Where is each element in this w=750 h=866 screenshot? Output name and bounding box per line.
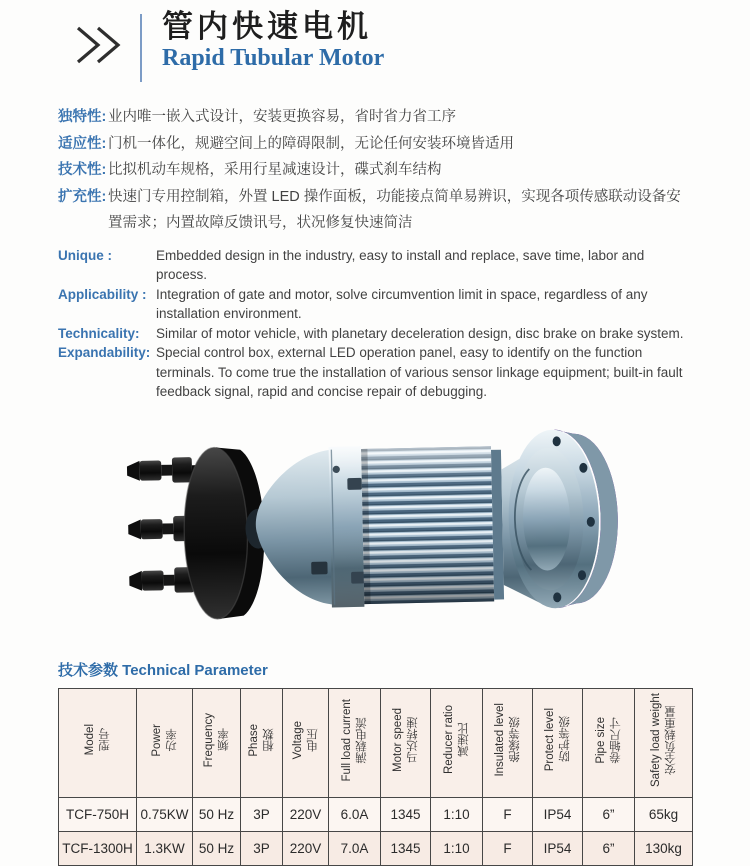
housing-bolt-bottom xyxy=(351,571,366,583)
feature-label: 适应性: xyxy=(58,135,107,152)
col-protect-level xyxy=(533,688,583,797)
col-phase xyxy=(241,688,283,797)
col-label-en: Frequency xyxy=(202,712,215,768)
technical-parameters-section xyxy=(58,659,692,866)
feature-text: Special control box, external LED operation panel, easy to identify on the function terminals. To come true the installation of various sensor linkage equipment; built-in fault feedback signal, rapid and concise repair of debugging. xyxy=(156,345,683,399)
cell-full-load-current: 7.0A xyxy=(329,831,381,865)
cell-safety-load-weight: 65kg xyxy=(635,797,693,831)
col-label-zh: 频率 xyxy=(217,728,230,752)
features-english xyxy=(58,246,692,402)
technical-parameters-title: 技术参数 Technical Parameter xyxy=(58,661,268,679)
cell-power: 0.75KW xyxy=(137,797,193,831)
col-reducer-ratio xyxy=(431,688,483,797)
col-label-en: Safety load weight xyxy=(649,693,662,787)
col-label-en: Phase xyxy=(247,723,260,757)
page-header xyxy=(72,10,692,96)
cell-motor-speed: 1345 xyxy=(381,797,431,831)
title-block xyxy=(162,10,384,71)
col-safety-load-weight xyxy=(635,688,693,797)
col-label-zh: 马达转速 xyxy=(406,717,419,763)
feature-text: 快速门专用控制箱，外置 LED 操作面板，功能接点简单易辨识，实现各项传感联动设备安置需求；内置故障反馈讯号，状况修复快速简洁 xyxy=(108,188,681,231)
cell-power: 1.3KW xyxy=(137,831,193,865)
feature-zh-expandability xyxy=(58,184,692,237)
page-title-en: Rapid Tubular Motor xyxy=(162,45,385,72)
col-label-zh: 相数 xyxy=(262,728,275,752)
col-label-zh: 电压 xyxy=(306,728,319,752)
feature-label: 技术性: xyxy=(58,162,107,178)
cell-safety-load-weight: 130kg xyxy=(635,831,693,865)
col-voltage xyxy=(283,688,329,797)
mounting-flange xyxy=(506,428,619,609)
cell-model: TCF-750H xyxy=(59,797,137,831)
feature-label: 扩充性: xyxy=(58,188,107,205)
feature-zh-applicability xyxy=(58,131,692,158)
col-label-zh: 满载电流 xyxy=(355,717,368,763)
col-label-en: Reducer ratio xyxy=(442,705,455,775)
cell-insulated-level: F xyxy=(483,831,533,865)
cell-protect-level: IP54 xyxy=(533,831,583,865)
cell-phase: 3P xyxy=(241,831,283,865)
feature-label: Unique : xyxy=(58,247,112,263)
feature-text: 比拟机动车规格，采用行星减速设计，碟式刹车结构 xyxy=(108,162,442,178)
col-insulated-level xyxy=(483,688,533,797)
col-label-zh: 功率 xyxy=(165,728,178,752)
col-label-zh: 绝缘等级 xyxy=(508,717,521,763)
col-label-en: Voltage xyxy=(291,720,304,760)
cell-motor-speed: 1345 xyxy=(381,831,431,865)
cell-full-load-current: 6.0A xyxy=(329,797,381,831)
cell-insulated-level: F xyxy=(483,797,533,831)
col-label-zh: 卷轴尺寸 xyxy=(609,717,622,763)
cell-pipe-size: 6” xyxy=(583,797,635,831)
header-divider xyxy=(140,14,142,82)
feature-text: Embedded design in the industry, easy to install and replace, save time, labor and process. xyxy=(156,247,645,282)
product-photo-rapid-tubular-motor xyxy=(123,416,628,647)
features-chinese xyxy=(58,104,692,237)
feature-text: 业内唯一嵌入式设计，安装更换容易，省时省力省工序 xyxy=(108,109,456,125)
feature-zh-technicality xyxy=(58,157,692,184)
col-label-zh: 型号 xyxy=(98,728,111,752)
feature-text: Similar of motor vehicle, with planetary deceleration design, disc brake on brake system. xyxy=(156,325,684,341)
technical-parameters-table xyxy=(58,688,693,866)
double-chevron-icon xyxy=(72,20,124,75)
table-row-tcf-750h xyxy=(59,797,693,831)
cell-model: TCF-1300H xyxy=(59,831,137,865)
col-label-en: Power xyxy=(150,723,163,757)
page-title-zh: 管内快速电机 xyxy=(162,9,372,45)
feature-label: Expandability: xyxy=(58,345,151,360)
cell-frequency: 50 Hz xyxy=(193,831,241,865)
table-row-tcf-1300h xyxy=(59,831,693,865)
col-power xyxy=(137,688,193,797)
col-label-en: Motor speed xyxy=(391,708,404,772)
col-label-zh: 安全负载重量 xyxy=(664,705,677,775)
cell-protect-level: IP54 xyxy=(533,797,583,831)
cell-voltage: 220V xyxy=(283,797,329,831)
col-motor-speed xyxy=(381,688,431,797)
col-label-en: Model xyxy=(83,724,96,756)
cell-pipe-size: 6” xyxy=(583,831,635,865)
finned-motor-body xyxy=(361,446,494,604)
table-header-row xyxy=(59,688,693,797)
col-pipe-size xyxy=(583,688,635,797)
col-model xyxy=(59,688,137,797)
feature-label: Technicality: xyxy=(58,325,140,341)
col-label-en: Full load current xyxy=(340,698,353,782)
col-label-zh: 减速比 xyxy=(457,722,470,758)
col-frequency xyxy=(193,688,241,797)
cell-reducer-ratio: 1:10 xyxy=(431,797,483,831)
feature-label: 独特性: xyxy=(58,109,107,125)
tubular-motor-illustration xyxy=(123,416,628,642)
col-label-zh: 防护等级 xyxy=(558,717,571,763)
cell-frequency: 50 Hz xyxy=(193,797,241,831)
col-label-en: Protect level xyxy=(543,708,556,772)
cell-reducer-ratio: 1:10 xyxy=(431,831,483,865)
cell-voltage: 220V xyxy=(283,831,329,865)
housing-bolt-top xyxy=(347,477,362,489)
feature-label: Applicability : xyxy=(58,286,147,302)
col-label-en: Pipe size xyxy=(594,716,607,764)
feature-zh-unique xyxy=(58,104,692,131)
feature-text: Integration of gate and motor, solve circumvention limit in space, regardless of any installation environment. xyxy=(156,286,648,321)
feature-text: 门机一体化，规避空间上的障碍限制，无论任何安装环境皆适用 xyxy=(108,135,514,152)
gearbox-nose-cone xyxy=(254,446,364,609)
col-label-en: Insulated level xyxy=(493,703,506,777)
cell-phase: 3P xyxy=(241,797,283,831)
col-full-load-current xyxy=(329,688,381,797)
